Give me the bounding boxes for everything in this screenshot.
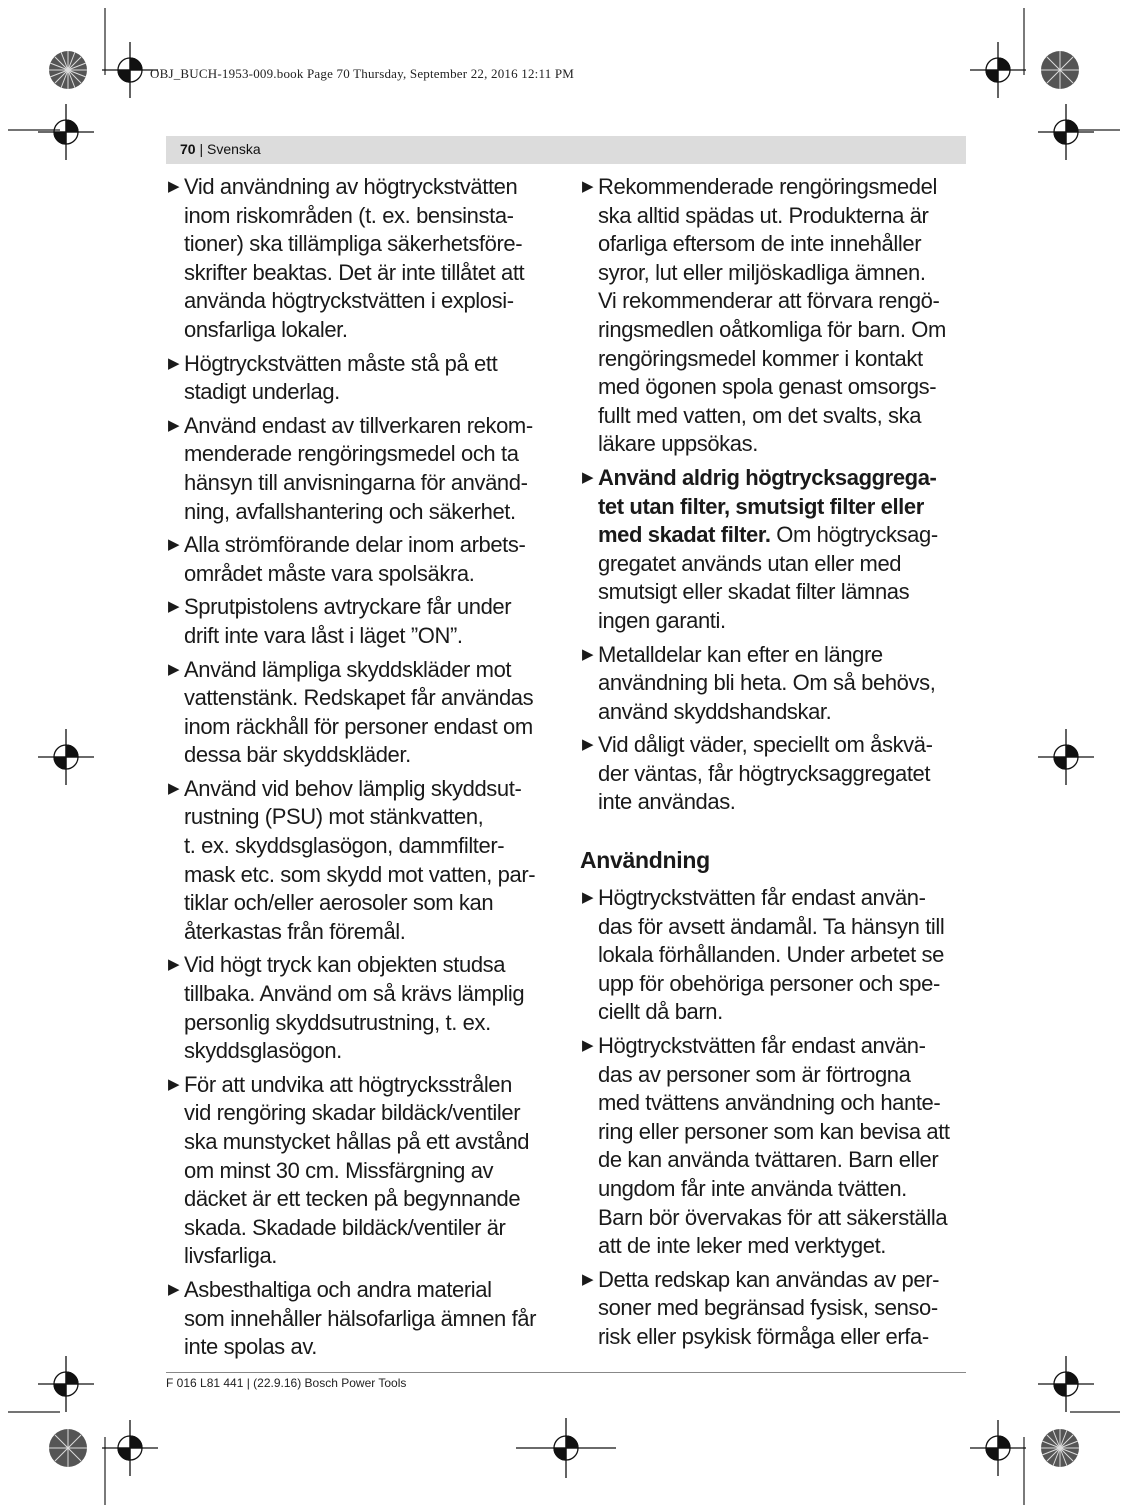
text-line: t. ex. skyddsglasögon, dammfilter-: [184, 833, 505, 859]
bullet-arrow-icon: ▶: [168, 536, 180, 554]
text-line: drift inte vara låst i läget ”ON”.: [184, 622, 463, 648]
text-line: rengöringsmedel kommer i kontakt: [598, 345, 923, 371]
text-line: tiklar och/eller aerosoler som kan: [184, 890, 494, 916]
text-line: om minst 30 cm. Missfärgning av: [184, 1157, 494, 1183]
text-line: att de inte leker med verktyget.: [598, 1233, 887, 1259]
text-line: das för avsett ändamål. Ta hänsyn till: [598, 913, 945, 939]
text-line: menderade rengöringsmedel och ta: [184, 441, 519, 467]
text-line: tillbaka. Använd om så krävs lämplig: [184, 981, 525, 1007]
text-line: Använd vid behov lämplig skyddsut-: [184, 775, 522, 801]
text-line: användning bli heta. Om så behövs,: [598, 670, 936, 696]
text-line: ning, avfallshantering och säkerhet.: [184, 498, 516, 524]
bullet-item: [166, 531, 554, 588]
text-line: Högtryckstvätten får endast använ-: [598, 885, 926, 911]
bullet-arrow-icon: ▶: [168, 1075, 180, 1093]
bullet-item: [166, 656, 554, 770]
text-line: de kan använda tvättaren. Barn eller: [598, 1147, 939, 1173]
bullet-arrow-icon: ▶: [582, 468, 594, 486]
bullet-item: [166, 593, 554, 650]
text-line-tail: Om högtrycksag-: [770, 522, 938, 548]
bullet-item: [580, 464, 970, 636]
text-line: Detta redskap kan användas av per-: [598, 1266, 940, 1292]
text-line: inte användas.: [598, 789, 736, 815]
bold-text-line: med skadat filter.: [598, 522, 771, 548]
bullet-arrow-icon: ▶: [582, 178, 594, 195]
text-line: personlig skyddsutrustning, t. ex.: [184, 1009, 491, 1035]
text-line: ingen garanti.: [598, 607, 726, 633]
bullet-item: [580, 641, 970, 727]
text-line: livsfarliga.: [184, 1243, 278, 1269]
text-line: Rekommenderade rengöringsmedel: [598, 174, 937, 199]
text-line: inom riskområden (t. ex. bensinsta-: [184, 202, 514, 228]
text-line: Asbesthaltiga och andra material: [184, 1276, 492, 1302]
text-line: das av personer som är förtrogna: [598, 1061, 911, 1087]
page-number: 70: [180, 141, 196, 157]
bullet-arrow-icon: ▶: [582, 736, 594, 754]
page-header: [166, 136, 966, 164]
bullet-item: [580, 731, 970, 817]
text-line: Högtryckstvätten måste stå på ett: [184, 350, 498, 376]
text-line: onsfarliga lokaler.: [184, 316, 348, 342]
bullet-item: [166, 1276, 554, 1362]
text-line: som innehåller hälsofarliga ämnen får: [184, 1305, 537, 1331]
text-line: vattenstänk. Redskapet får användas: [184, 685, 534, 711]
bullet-arrow-icon: ▶: [168, 956, 180, 974]
bullet-arrow-icon: ▶: [168, 779, 180, 797]
bold-text-line: tet utan filter, smutsigt filter eller: [598, 493, 924, 519]
text-line: Sprutpistolens avtryckare får under: [184, 594, 512, 620]
bullet-item: [166, 1071, 554, 1271]
bullet-item: [166, 412, 554, 526]
text-line: ska munstycket hållas på ett avstånd: [184, 1129, 530, 1154]
bullet-arrow-icon: ▶: [168, 354, 180, 372]
text-line: ofarliga eftersom de inte innehåller: [598, 231, 922, 257]
text-line: använd skyddshandskar.: [598, 698, 832, 724]
bullet-arrow-icon: ▶: [582, 645, 594, 663]
text-line: För att undvika att högtrycksstrålen: [184, 1071, 512, 1097]
text-line: dessa bär skyddskläder.: [184, 742, 411, 768]
text-line: risk eller psykisk förmåga eller erfa-: [598, 1323, 929, 1349]
bullet-arrow-icon: ▶: [582, 1037, 594, 1055]
text-line: rustning (PSU) mot stänkvatten,: [184, 804, 484, 830]
text-line: soner med begränsad fysisk, senso-: [598, 1295, 938, 1321]
text-line: Barn bör övervakas för att säkerställa: [598, 1204, 948, 1230]
text-line: fullt med vatten, om det svalts, ska: [598, 402, 922, 428]
header-separator: |: [195, 141, 207, 157]
text-line: området måste vara spolsäkra.: [184, 560, 475, 586]
text-line: lokala förhållanden. Under arbetet se: [598, 942, 944, 968]
text-line: med ögonen spola genast omsorgs-: [598, 374, 937, 400]
text-line: ciellt då barn.: [598, 999, 723, 1025]
bullet-item: [580, 1266, 970, 1352]
bullet-arrow-icon: ▶: [168, 416, 180, 434]
text-line: hänsyn till anvisningarna för använd-: [184, 469, 528, 495]
section-heading: Användning: [580, 847, 710, 874]
text-line: däcket är ett tecken på begynnande: [184, 1186, 521, 1212]
text-line: ringsmedlen oåtkomliga för barn. Om: [598, 316, 946, 342]
bullet-arrow-icon: ▶: [582, 889, 594, 907]
bullet-item: [580, 1032, 970, 1261]
bullet-item: [580, 173, 970, 459]
text-line: Vid högt tryck kan objekten studsa: [184, 952, 506, 978]
text-line: syror, lut eller miljöskadliga ämnen.: [598, 259, 926, 285]
book-file-line: OBJ_BUCH-1953-009.book Page 70 Thursday, September 22, 2016 12:11 PM: [150, 66, 575, 81]
footer-text: F 016 L81 441 | (22.9.16) Bosch Power Tools: [166, 1376, 407, 1390]
bullet-arrow-icon: ▶: [168, 598, 180, 616]
text-line: Använd lämpliga skyddskläder mot: [184, 656, 512, 682]
header-text: [180, 141, 261, 157]
text-line: skyddsglasögon.: [184, 1038, 342, 1064]
bullet-item: [580, 884, 970, 1027]
text-line: skrifter beaktas. Det är inte tillåtet att: [184, 259, 525, 285]
bullet-item: [166, 775, 554, 947]
text-line: vid rengöring skadar bildäck/ventiler: [184, 1100, 521, 1126]
left-column: [166, 173, 554, 1367]
bold-text-line: Använd aldrig högtrycksaggrega-: [598, 464, 937, 490]
text-line: ring eller personer som kan bevisa att: [598, 1118, 950, 1144]
text-line: återkastas från föremål.: [184, 918, 406, 944]
text-line: tioner) ska tillämpliga säkerhetsföre-: [184, 231, 523, 257]
text-line: Högtryckstvätten får endast använ-: [598, 1033, 926, 1059]
bullet-arrow-icon: ▶: [582, 1270, 594, 1288]
text-line: skada. Skadade bildäck/ventiler är: [184, 1214, 506, 1240]
text-line: inte spolas av.: [184, 1334, 318, 1360]
bullet-item: [166, 951, 554, 1065]
text-line: med tvättens användning och hante-: [598, 1090, 941, 1116]
text-line: ska alltid spädas ut. Produkterna är: [598, 202, 929, 228]
bullet-arrow-icon: ▶: [168, 660, 180, 678]
bullet-item: [166, 173, 554, 345]
text-line: Använd endast av tillverkaren rekom-: [184, 412, 533, 438]
text-line: upp för obehöriga personer och spe-: [598, 970, 940, 996]
text-line: Alla strömförande delar inom arbets-: [184, 532, 526, 558]
text-line: mask etc. som skydd mot vatten, par-: [184, 861, 536, 887]
text-line: Vid användning av högtryckstvätten: [184, 174, 518, 199]
text-line: smutsigt eller skadat filter lämnas: [598, 579, 910, 605]
right-column: [580, 173, 970, 1357]
text-line: der väntas, får högtrycksaggregatet: [598, 760, 931, 786]
text-line: Vid dåligt väder, speciellt om åskvä-: [598, 732, 933, 758]
header-language: Svenska: [207, 141, 261, 157]
bullet-arrow-icon: ▶: [168, 178, 180, 195]
bullet-arrow-icon: ▶: [168, 1280, 180, 1298]
text-line: stadigt underlag.: [184, 379, 340, 405]
text-line: Metalldelar kan efter en längre: [598, 641, 883, 667]
text-line: gregatet används utan eller med: [598, 550, 902, 576]
bullet-item: [166, 350, 554, 407]
text-line: använda högtryckstvätten i explosi-: [184, 288, 514, 314]
text-line: Vi rekommenderar att förvara rengö-: [598, 288, 940, 314]
footer-rule: [166, 1372, 966, 1373]
text-line: inom räckhåll för personer endast om: [184, 713, 533, 739]
text-line: läkare uppsökas.: [598, 431, 758, 457]
text-line: ungdom får inte använda tvätten.: [598, 1176, 907, 1201]
